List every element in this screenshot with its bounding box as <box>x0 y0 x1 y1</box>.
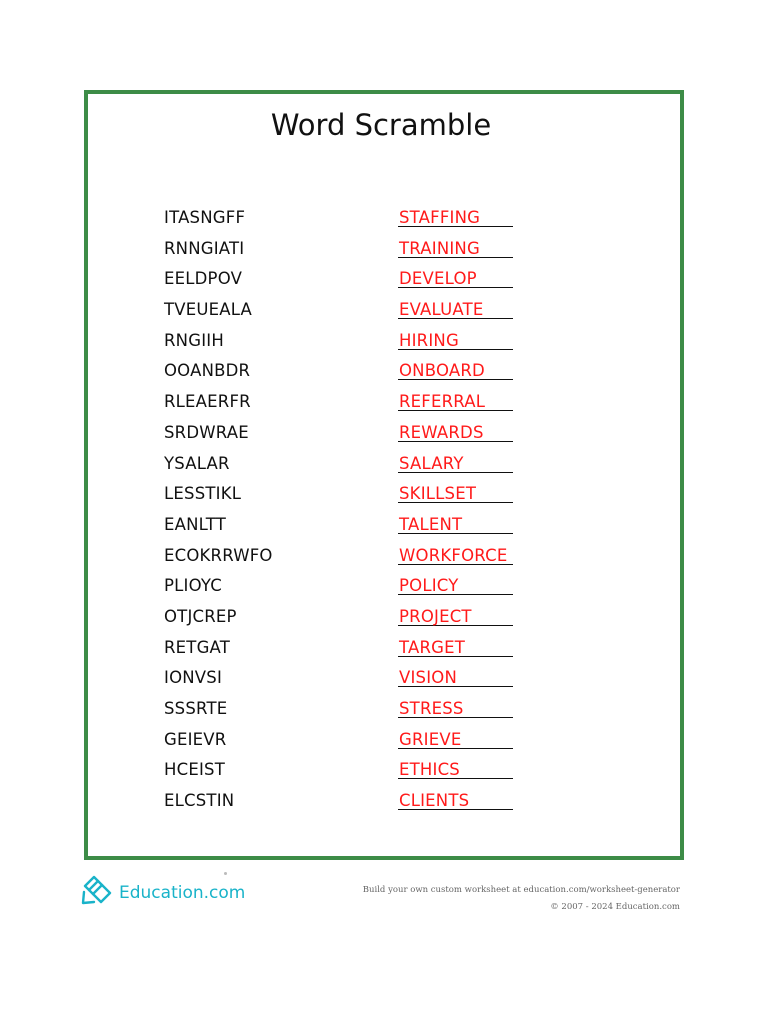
word-row <box>0 328 768 359</box>
answer-word: DEVELOP <box>399 269 477 289</box>
answer-word: GRIEVE <box>399 729 462 749</box>
word-row <box>0 420 768 451</box>
scrambled-word: SRDWRAE <box>164 422 249 442</box>
answer-word: VISION <box>399 668 458 688</box>
answer-word: STRESS <box>399 699 464 718</box>
scrambled-word: RETGAT <box>164 637 231 657</box>
copyright-text: © 2007 - 2024 Education.com <box>550 902 680 912</box>
word-row <box>0 543 768 574</box>
word-row <box>0 512 768 543</box>
word-row <box>0 635 768 666</box>
scrambled-word: RNGIIH <box>164 330 224 350</box>
word-row <box>0 266 768 297</box>
answer-word: TARGET <box>399 637 466 657</box>
scrambled-word: ECOKRRWFO <box>164 545 273 565</box>
education-logo[interactable] <box>80 870 245 910</box>
word-row <box>0 389 768 420</box>
scrambled-word: GEIEVR <box>164 729 227 749</box>
word-row <box>0 451 768 482</box>
scrambled-word: EANLTT <box>164 514 227 534</box>
word-row <box>0 205 768 236</box>
scrambled-word: OOANBDR <box>164 361 251 381</box>
scrambled-word: YSALAR <box>164 453 230 473</box>
page-title: Word Scramble <box>270 108 492 142</box>
answer-word: REFERRAL <box>399 392 486 412</box>
answer-word: ONBOARD <box>399 361 485 381</box>
word-row <box>0 236 768 267</box>
answer-word: HIRING <box>399 330 459 350</box>
answer-word: ETHICS <box>399 760 460 780</box>
answer-word: TRAINING <box>399 238 480 258</box>
scrambled-word: ELCSTIN <box>164 791 235 811</box>
pencil-paper-icon <box>80 872 116 908</box>
answer-word: TALENT <box>399 514 463 534</box>
scrambled-word: EELDPOV <box>164 269 243 289</box>
scrambled-word: RNNGIATI <box>164 238 245 258</box>
word-row <box>0 297 768 328</box>
answer-word: SKILLSET <box>399 484 477 504</box>
answer-word: PROJECT <box>399 606 472 626</box>
answer-word: EVALUATE <box>399 300 484 320</box>
word-row <box>0 573 768 604</box>
answer-word: WORKFORCE <box>399 545 508 565</box>
answer-word: CLIENTS <box>399 791 470 811</box>
scrambled-word: SSSRTE <box>164 699 228 718</box>
scrambled-word: OTJCREP <box>164 606 237 626</box>
decorative-dot <box>224 872 227 875</box>
answer-word: SALARY <box>399 453 464 473</box>
word-row <box>0 696 768 727</box>
word-row <box>0 757 768 788</box>
build-worksheet-link[interactable]: Build your own custom worksheet at education.com/worksheet-generator <box>362 885 680 895</box>
word-row <box>0 727 768 758</box>
answer-word: POLICY <box>399 576 459 596</box>
scrambled-word: ITASNGFF <box>164 208 246 227</box>
word-row <box>0 788 768 819</box>
word-list <box>0 205 768 819</box>
word-row <box>0 665 768 696</box>
answer-word: REWARDS <box>399 422 484 442</box>
footer-credits <box>363 882 680 916</box>
scrambled-word: HCEIST <box>164 760 225 780</box>
word-row <box>0 481 768 512</box>
scrambled-word: TVEUEALA <box>164 300 253 320</box>
scrambled-word: IONVSI <box>164 668 223 688</box>
word-row <box>0 358 768 389</box>
scrambled-word: RLEAERFR <box>164 392 251 412</box>
scrambled-word: LESSTIKL <box>164 484 242 504</box>
scrambled-word: PLIOYC <box>164 576 222 596</box>
word-row <box>0 604 768 635</box>
logo-text: Education.com <box>119 883 246 903</box>
answer-word: STAFFING <box>399 208 481 227</box>
